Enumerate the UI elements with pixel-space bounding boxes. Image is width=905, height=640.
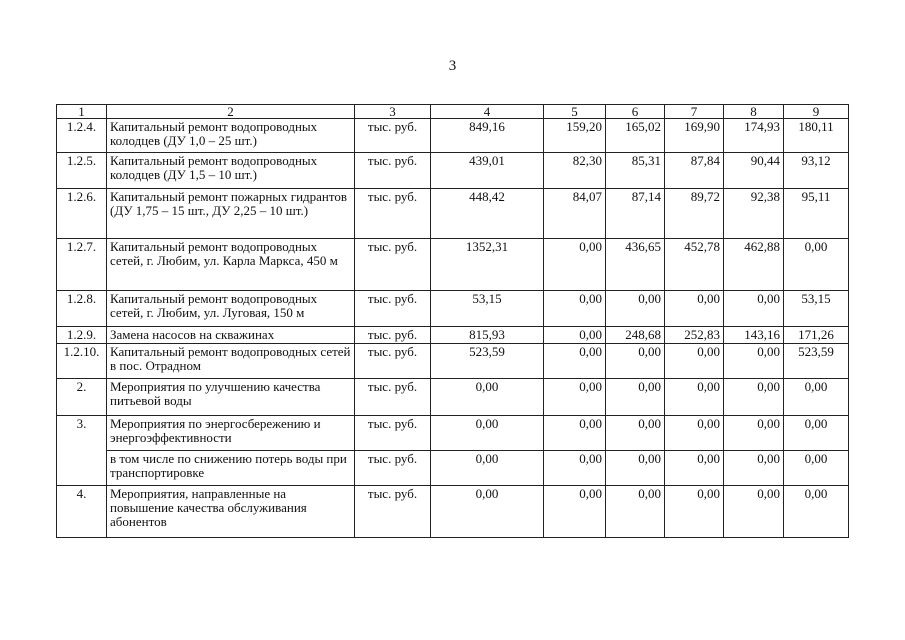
row-title: Мероприятия, направленные на повышение качества обслуживания абонентов: [107, 486, 355, 538]
cell-col-9: 523,59: [784, 344, 849, 379]
cell-col-5: 84,07: [544, 189, 606, 239]
row-unit: тыс. руб.: [355, 486, 431, 538]
cell-col-5: 82,30: [544, 153, 606, 189]
cell-col-9: 0,00: [784, 379, 849, 416]
row-number: 3.: [57, 416, 107, 451]
row-unit: тыс. руб.: [355, 189, 431, 239]
cell-col-4: 815,93: [431, 327, 544, 344]
cell-col-6: 165,02: [606, 119, 665, 153]
page-number: 3: [448, 58, 457, 74]
cell-col-4: 849,16: [431, 119, 544, 153]
cell-col-8: 143,16: [724, 327, 784, 344]
cell-col-4: 439,01: [431, 153, 544, 189]
row-number: 1.2.7.: [57, 239, 107, 291]
cell-col-9: 171,26: [784, 327, 849, 344]
row-number: [57, 451, 107, 486]
row-number: 1.2.9.: [57, 327, 107, 344]
cell-col-6: 0,00: [606, 379, 665, 416]
row-title: Замена насосов на скважинах: [107, 327, 355, 344]
row-title: в том числе по снижению потерь воды при транспортировке: [107, 451, 355, 486]
row-title: Капитальный ремонт водопроводных колодцев (ДУ 1,5 – 10 шт.): [107, 153, 355, 189]
row-number: 1.2.4.: [57, 119, 107, 153]
cell-col-6: 0,00: [606, 451, 665, 486]
table-row: [57, 239, 849, 291]
cell-col-6: 436,65: [606, 239, 665, 291]
cell-col-6: 0,00: [606, 291, 665, 327]
cell-col-9: 0,00: [784, 486, 849, 538]
cell-col-4: 0,00: [431, 486, 544, 538]
header-col-9: 9: [784, 105, 849, 119]
cell-col-4: 0,00: [431, 379, 544, 416]
cell-col-5: 0,00: [544, 344, 606, 379]
cell-col-9: 0,00: [784, 416, 849, 451]
row-title: Капитальный ремонт пожарных гидрантов (ДУ 1,75 – 15 шт., ДУ 2,25 – 10 шт.): [107, 189, 355, 239]
header-col-1: 1: [57, 105, 107, 119]
table-row: [57, 119, 849, 153]
cell-col-6: 248,68: [606, 327, 665, 344]
table-body: [57, 119, 849, 538]
row-number: 1.2.8.: [57, 291, 107, 327]
cell-col-5: 0,00: [544, 486, 606, 538]
cell-col-5: 159,20: [544, 119, 606, 153]
cell-col-4: 523,59: [431, 344, 544, 379]
row-unit: тыс. руб.: [355, 451, 431, 486]
row-title: Капитальный ремонт водопроводных сетей, г. Любим, ул. Карла Маркса, 450 м: [107, 239, 355, 291]
row-unit: тыс. руб.: [355, 119, 431, 153]
cell-col-5: 0,00: [544, 327, 606, 344]
cell-col-9: 53,15: [784, 291, 849, 327]
row-unit: тыс. руб.: [355, 327, 431, 344]
table-header: [57, 105, 849, 119]
row-number: 1.2.10.: [57, 344, 107, 379]
row-title: Мероприятия по улучшению качества питьевой воды: [107, 379, 355, 416]
cell-col-6: 0,00: [606, 486, 665, 538]
cell-col-7: 252,83: [665, 327, 724, 344]
table-row: [57, 153, 849, 189]
cell-col-9: 0,00: [784, 239, 849, 291]
cell-col-8: 462,88: [724, 239, 784, 291]
row-number: 1.2.5.: [57, 153, 107, 189]
header-col-5: 5: [544, 105, 606, 119]
cell-col-4: 0,00: [431, 451, 544, 486]
table-row: [57, 416, 849, 451]
header-col-6: 6: [606, 105, 665, 119]
row-unit: тыс. руб.: [355, 291, 431, 327]
cell-col-8: 0,00: [724, 486, 784, 538]
row-title: Капитальный ремонт водопроводных колодцев (ДУ 1,0 – 25 шт.): [107, 119, 355, 153]
row-number: 4.: [57, 486, 107, 538]
header-row: [57, 105, 849, 119]
cell-col-8: 90,44: [724, 153, 784, 189]
row-unit: тыс. руб.: [355, 379, 431, 416]
cell-col-5: 0,00: [544, 239, 606, 291]
row-number: 1.2.6.: [57, 189, 107, 239]
cell-col-5: 0,00: [544, 379, 606, 416]
cell-col-4: 0,00: [431, 416, 544, 451]
cell-col-8: 92,38: [724, 189, 784, 239]
cell-col-9: 0,00: [784, 451, 849, 486]
table-row: [57, 189, 849, 239]
cell-col-8: 0,00: [724, 416, 784, 451]
row-unit: тыс. руб.: [355, 239, 431, 291]
cell-col-6: 0,00: [606, 344, 665, 379]
cell-col-7: 0,00: [665, 291, 724, 327]
cell-col-8: 0,00: [724, 451, 784, 486]
row-title: Капитальный ремонт водопроводных сетей в пос. Отрадном: [107, 344, 355, 379]
cell-col-9: 95,11: [784, 189, 849, 239]
cell-col-7: 0,00: [665, 379, 724, 416]
header-col-3: 3: [355, 105, 431, 119]
row-title: Мероприятия по энергосбережению и энергоэффективности: [107, 416, 355, 451]
cell-col-8: 0,00: [724, 379, 784, 416]
cell-col-6: 87,14: [606, 189, 665, 239]
cell-col-5: 0,00: [544, 451, 606, 486]
header-col-7: 7: [665, 105, 724, 119]
cell-col-7: 0,00: [665, 451, 724, 486]
cell-col-6: 85,31: [606, 153, 665, 189]
row-unit: тыс. руб.: [355, 344, 431, 379]
cell-col-5: 0,00: [544, 416, 606, 451]
cell-col-7: 89,72: [665, 189, 724, 239]
cell-col-9: 93,12: [784, 153, 849, 189]
cell-col-4: 1352,31: [431, 239, 544, 291]
row-unit: тыс. руб.: [355, 153, 431, 189]
row-number: 2.: [57, 379, 107, 416]
cell-col-7: 0,00: [665, 486, 724, 538]
row-title: Капитальный ремонт водопроводных сетей, г. Любим, ул. Луговая, 150 м: [107, 291, 355, 327]
table-row: [57, 451, 849, 486]
cell-col-5: 0,00: [544, 291, 606, 327]
cell-col-7: 87,84: [665, 153, 724, 189]
header-col-4: 4: [431, 105, 544, 119]
table-row: [57, 291, 849, 327]
row-unit: тыс. руб.: [355, 416, 431, 451]
cell-col-4: 448,42: [431, 189, 544, 239]
cell-col-8: 174,93: [724, 119, 784, 153]
header-col-8: 8: [724, 105, 784, 119]
cell-col-9: 180,11: [784, 119, 849, 153]
measures-table: [56, 104, 849, 538]
header-col-2: 2: [107, 105, 355, 119]
table-row: [57, 379, 849, 416]
cell-col-4: 53,15: [431, 291, 544, 327]
table-row: [57, 486, 849, 538]
cell-col-7: 169,90: [665, 119, 724, 153]
cell-col-8: 0,00: [724, 344, 784, 379]
cell-col-7: 0,00: [665, 416, 724, 451]
cell-col-7: 0,00: [665, 344, 724, 379]
cell-col-8: 0,00: [724, 291, 784, 327]
cell-col-6: 0,00: [606, 416, 665, 451]
cell-col-7: 452,78: [665, 239, 724, 291]
table-row: [57, 327, 849, 344]
table-row: [57, 344, 849, 379]
